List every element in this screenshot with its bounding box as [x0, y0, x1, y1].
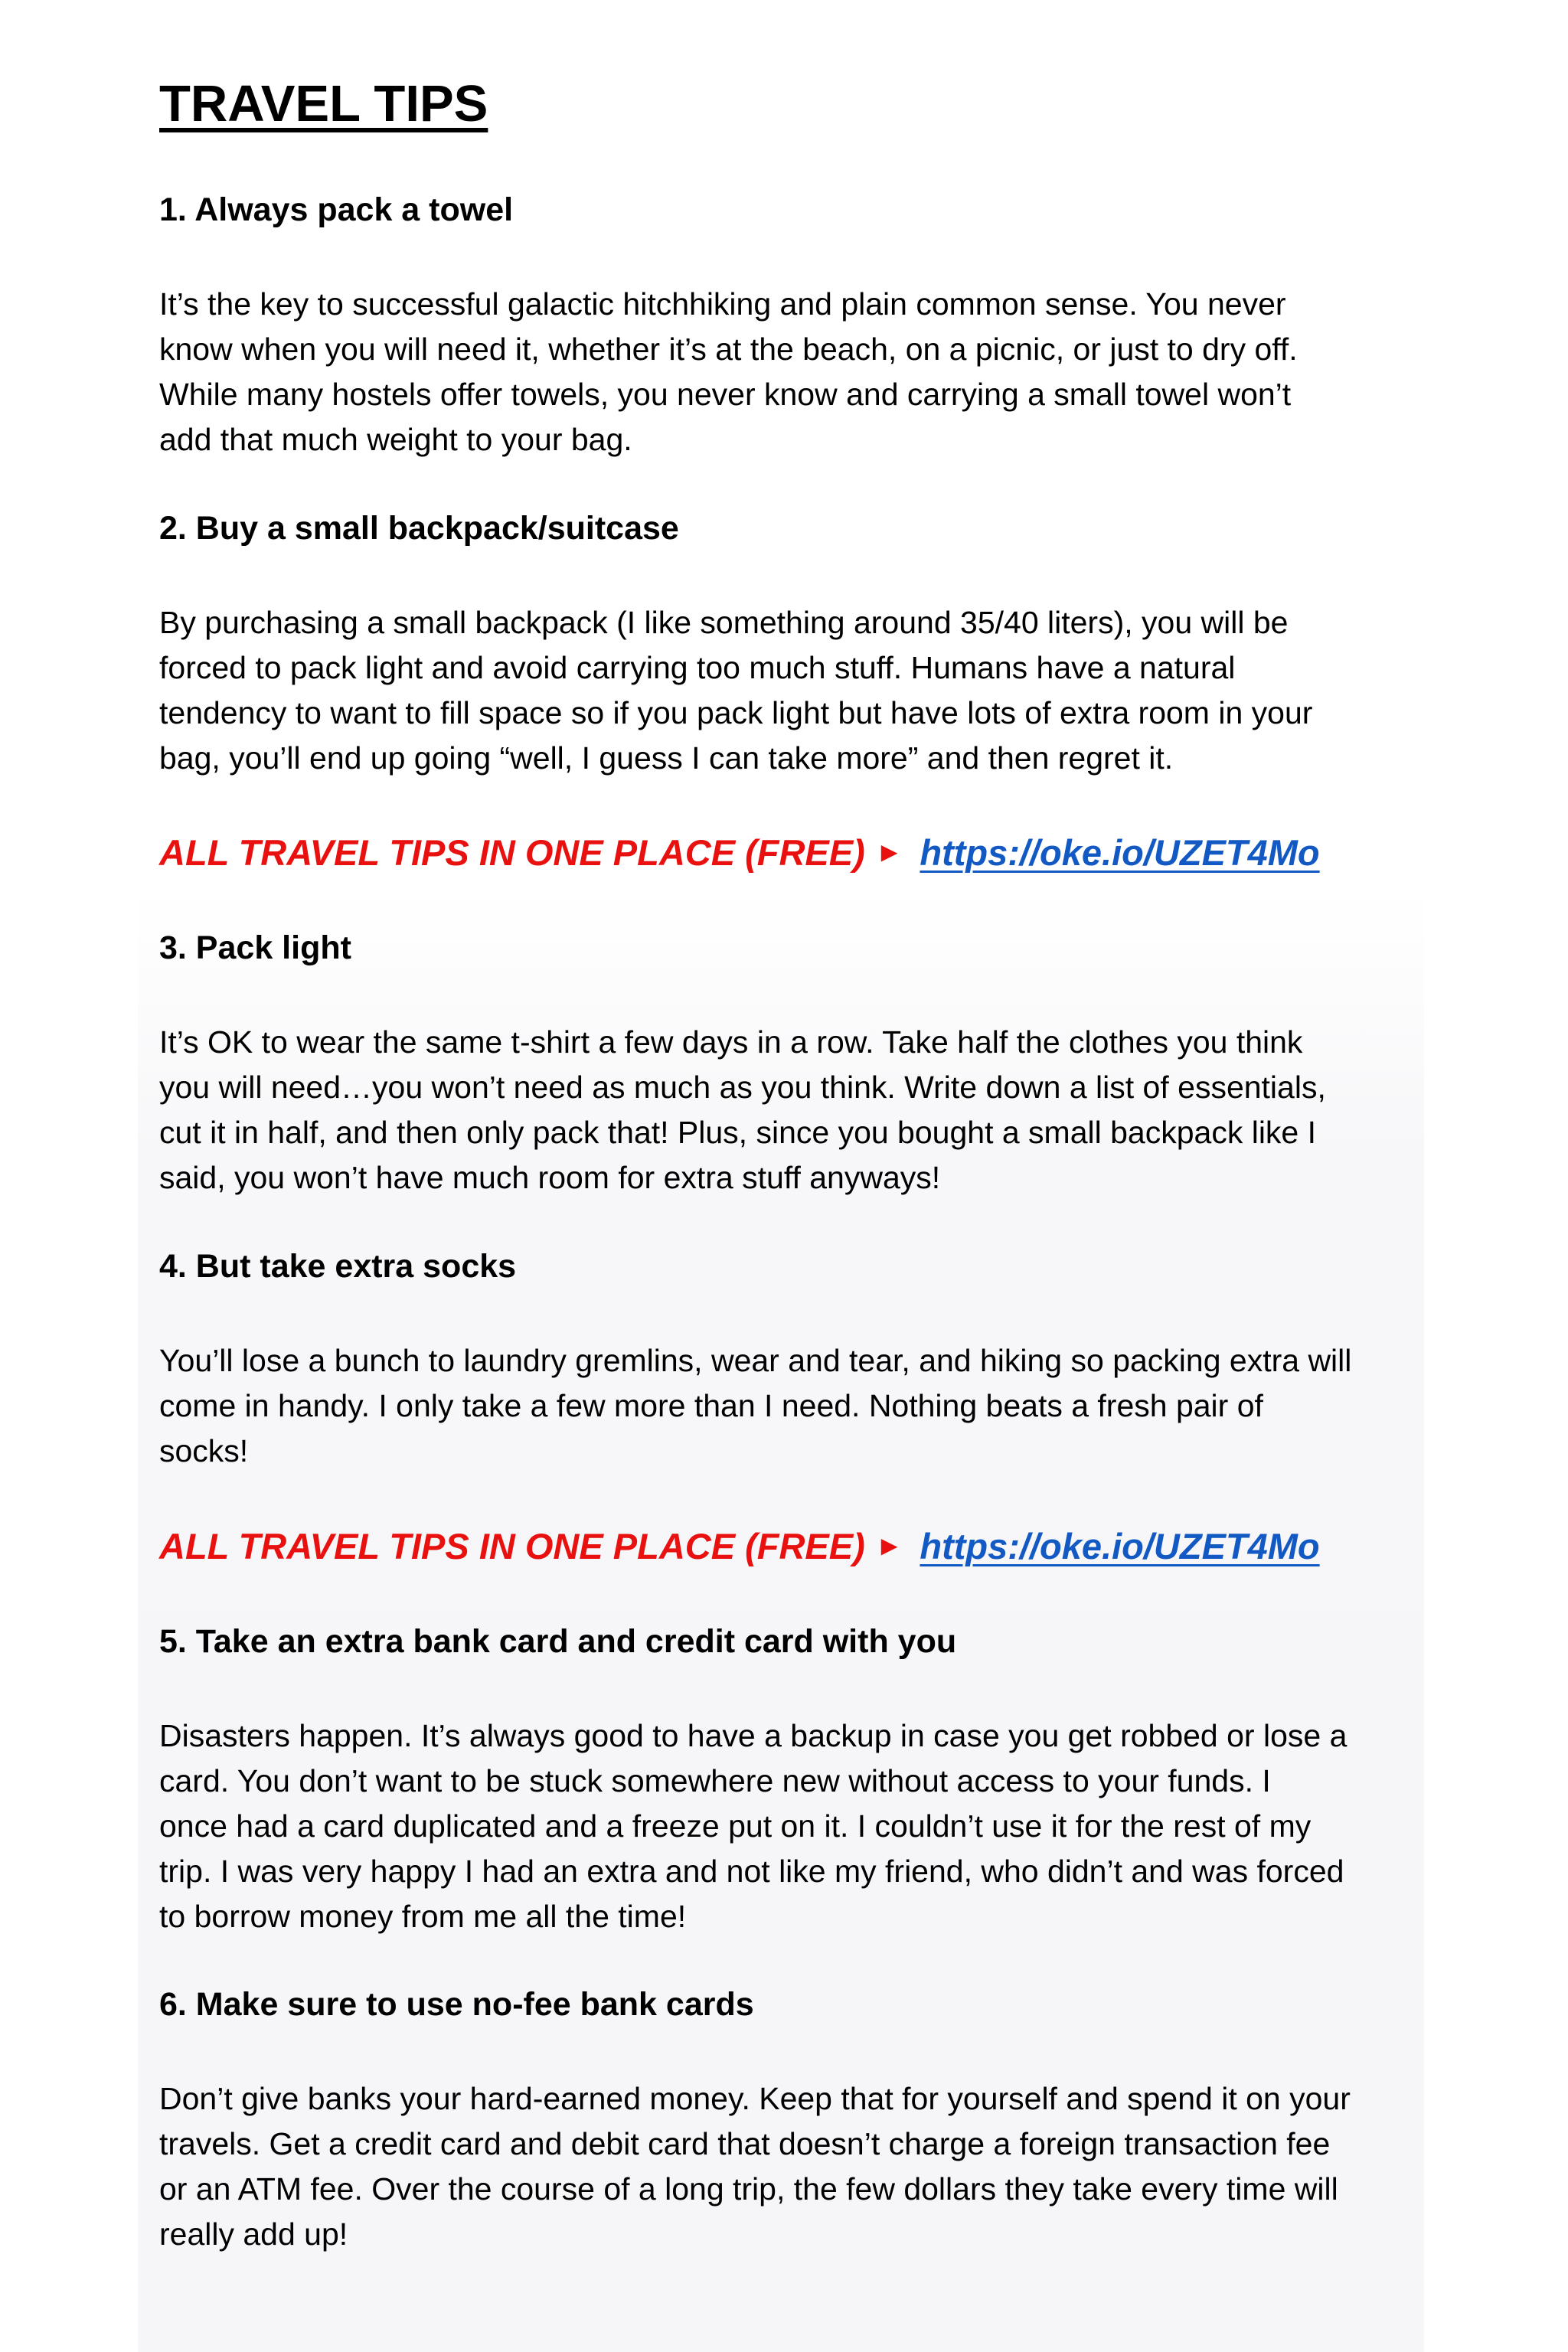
tip-2-heading: 2. Buy a small backpack/suitcase: [159, 510, 679, 547]
tip-2-line: tendency to want to fill space so if you pack light but have lots of extra room in your: [159, 695, 1313, 730]
document-title: TRAVEL TIPS: [159, 75, 488, 132]
tip-3-line: you will need…you won’t need as much as you think. Write down a list of essentials,: [159, 1070, 1326, 1105]
tip-1-line: add that much weight to your bag.: [159, 422, 632, 457]
tip-1-line: It’s the key to successful galactic hitchhiking and plain common sense. You never: [159, 286, 1286, 322]
tip-3-line: cut it in half, and then only pack that! Plus, since you bought a small backpack like I: [159, 1115, 1317, 1150]
tip-5-body: [159, 1713, 1415, 1939]
tip-2-body: [159, 600, 1415, 781]
tip-6-body: [159, 2076, 1415, 2257]
promo-link[interactable]: https://oke.io/UZET4Mo: [920, 832, 1320, 873]
promo-text: ALL TRAVEL TIPS IN ONE PLACE (FREE): [159, 1526, 865, 1566]
tip-6-line: really add up!: [159, 2216, 348, 2252]
tip-5-heading: 5. Take an extra bank card and credit card with you: [159, 1623, 957, 1660]
tip-1-heading: 1. Always pack a towel: [159, 191, 514, 228]
tip-1-body: [159, 282, 1415, 462]
tip-4-line: socks!: [159, 1433, 249, 1468]
tip-4-line: come in handy. I only take a few more than I need. Nothing beats a fresh pair of: [159, 1388, 1263, 1423]
tip-1-line: While many hostels offer towels, you never know and carrying a small towel won’t: [159, 377, 1292, 412]
tip-4-line: You’ll lose a bunch to laundry gremlins, wear and tear, and hiking so packing extra will: [159, 1343, 1352, 1378]
tip-1-line: know when you will need it, whether it’s at the beach, on a picnic, or just to dry off.: [159, 332, 1298, 367]
tip-6-line: or an ATM fee. Over the course of a long trip, the few dollars they take every time will: [159, 2171, 1338, 2207]
promo-link[interactable]: https://oke.io/UZET4Mo: [920, 1526, 1320, 1566]
tip-6-line: Don’t give banks your hard-earned money. Keep that for yourself and spend it on your: [159, 2081, 1351, 2116]
arrow-right-icon: ►: [875, 836, 903, 867]
tip-5-line: once had a card duplicated and a freeze put on it. I couldn’t use it for the rest of my: [159, 1808, 1312, 1844]
tip-2-line: bag, you’ll end up going “well, I guess I can take more” and then regret it.: [159, 740, 1174, 776]
tip-2-line: By purchasing a small backpack (I like something around 35/40 liters), you will be: [159, 605, 1289, 640]
tip-3-body: [159, 1020, 1415, 1200]
promo-banner-2: [159, 1524, 1320, 1573]
tip-2-line: forced to pack light and avoid carrying too much stuff. Humans have a natural: [159, 650, 1236, 685]
tip-3-line: It’s OK to wear the same t-shirt a few days in a row. Take half the clothes you think: [159, 1024, 1303, 1060]
tip-5-line: Disasters happen. It’s always good to have a backup in case you get robbed or lose a: [159, 1718, 1348, 1753]
tip-5-line: card. You don’t want to be stuck somewhere new without access to your funds. I: [159, 1763, 1271, 1798]
promo-banner-1: [159, 830, 1320, 879]
tip-5-line: trip. I was very happy I had an extra and not like my friend, who didn’t and was forced: [159, 1854, 1344, 1889]
promo-text: ALL TRAVEL TIPS IN ONE PLACE (FREE): [159, 832, 865, 873]
tip-6-heading: 6. Make sure to use no-fee bank cards: [159, 1986, 754, 2023]
tip-4-body: [159, 1338, 1415, 1474]
tip-4-heading: 4. But take extra socks: [159, 1248, 517, 1285]
tip-3-line: said, you won’t have much room for extra stuff anyways!: [159, 1160, 941, 1195]
arrow-right-icon: ►: [875, 1530, 903, 1561]
tip-6-line: travels. Get a credit card and debit card that doesn’t charge a foreign transaction fee: [159, 2126, 1331, 2161]
tip-5-line: to borrow money from me all the time!: [159, 1899, 687, 1934]
tip-3-heading: 3. Pack light: [159, 929, 351, 966]
